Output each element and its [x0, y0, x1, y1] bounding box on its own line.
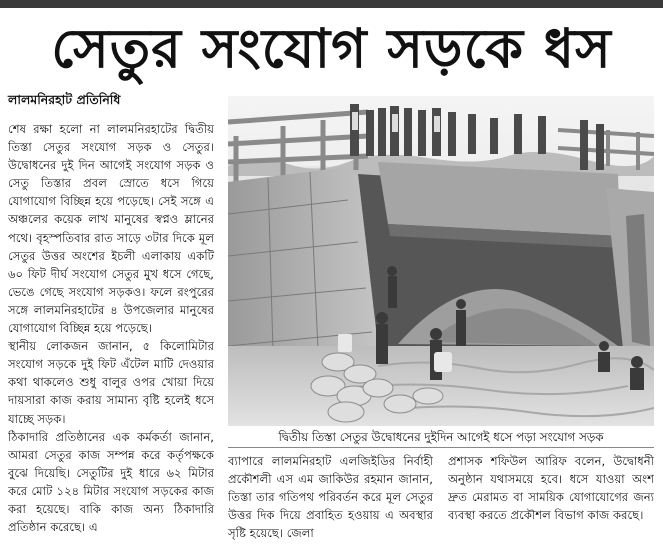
article-column-1: [8, 120, 214, 554]
caption-divider: [228, 447, 654, 448]
article-column-2: [228, 452, 433, 554]
paragraph-5: প্রশাসক শফিউল আরিফ বলেন, উদ্বোধনী অনুষ্ঠান যথাসময়ে হবে। ধসে যাওয়া অংশ দ্রুত মেরামত বা সাময়িক যোগাযোগের জন্য ব্যবস্থা করতে প্রকৌশল বিভাগ কাজ করছে।: [448, 454, 654, 522]
paragraph-2: স্থানীয় লোকজন জানান, ৫ কিলোমিটার সংযোগ সড়কে দুই ফিট এঁটেল মাটি দেওয়ার কথা থাকলেও শুধু বালুর ওপর খোয়া দিয়ে দায়সারা কাজ করায় সামান্য বৃষ্টি হলেই ধসে যাচ্ছে সড়ক।: [8, 339, 214, 426]
photo-caption: দ্বিতীয় তিস্তা সেতুর উদ্বোধনের দুইদিন আগেই ধসে পড়া সংযোগ সড়ক: [278, 430, 604, 444]
paragraph-1: শেষ রক্ষা হলো না লালমনিরহাটের দ্বিতীয় তিস্তা সেতুর সংযোগ সড়ক ও সেতুর। উদ্বোধনের দুই দিন আগেই সংযোগ সড়ক ও সেতু তিস্তার প্রবল স্রোতে ধসে গিয়ে যোগাযোগ বিচ্ছিন্ন হয়ে পড়েছে। সেই সঙ্গে এ অঞ্চলের কয়েক লাখ মানুষের স্বপ্নও ম্লানের পথে। বৃহস্পতিবার রাত সাড়ে ৩টার দিকে মূল সেতুর উত্তর অংশের ইচলী এলাকায় একটি ৬০ ফিট দীর্ঘ সংযোগ সেতুর মুখ ধসে গেছে, ভেঙে গেছে সংযোগ সড়কও। ফলে রংপুরের সঙ্গে লালমনিরহাটের ৪ উপজেলার মানুষের যোগাযোগ বিচ্ছিন্ন হয়ে পড়েছে।: [8, 122, 214, 336]
byline: লালমনিরহাট প্রতিনিধি: [8, 92, 121, 107]
top-border: [0, 0, 663, 8]
collapsed-road-photo: [228, 96, 654, 426]
headline: সেতুর সংযোগ সড়কে ধস: [51, 17, 612, 80]
paragraph-3: ঠিকাদারি প্রতিষ্ঠানের এক কর্মকর্তা জানান, আমরা সেতুর কাজ সম্পন্ন করে কর্তৃপক্ষকে বুঝে দিয়েছি। সেতুটির দুই ধারে ৬২ মিটার করে মোট ১২৪ মিটার সংযোগ সড়কের কাজ করা হয়েছে। বাকি কাজ অন্য ঠিকাদারি প্রতিষ্ঠান করেছে। এ: [8, 429, 214, 535]
news-photo: [228, 96, 654, 426]
paragraph-4: ব্যাপারে লালমনিরহাট এলজিইডির নির্বাহী প্রকৌশলী এস এম জাকিউর রহমান জানান, তিস্তা তার গতিপথ পরিবর্তন করে মূল সেতুর উত্তর দিক দিয়ে প্রবাহিত হওয়ায় এ অবস্থার সৃষ্টি হয়েছে। জেলা: [228, 454, 433, 540]
article-column-3: [448, 452, 654, 554]
